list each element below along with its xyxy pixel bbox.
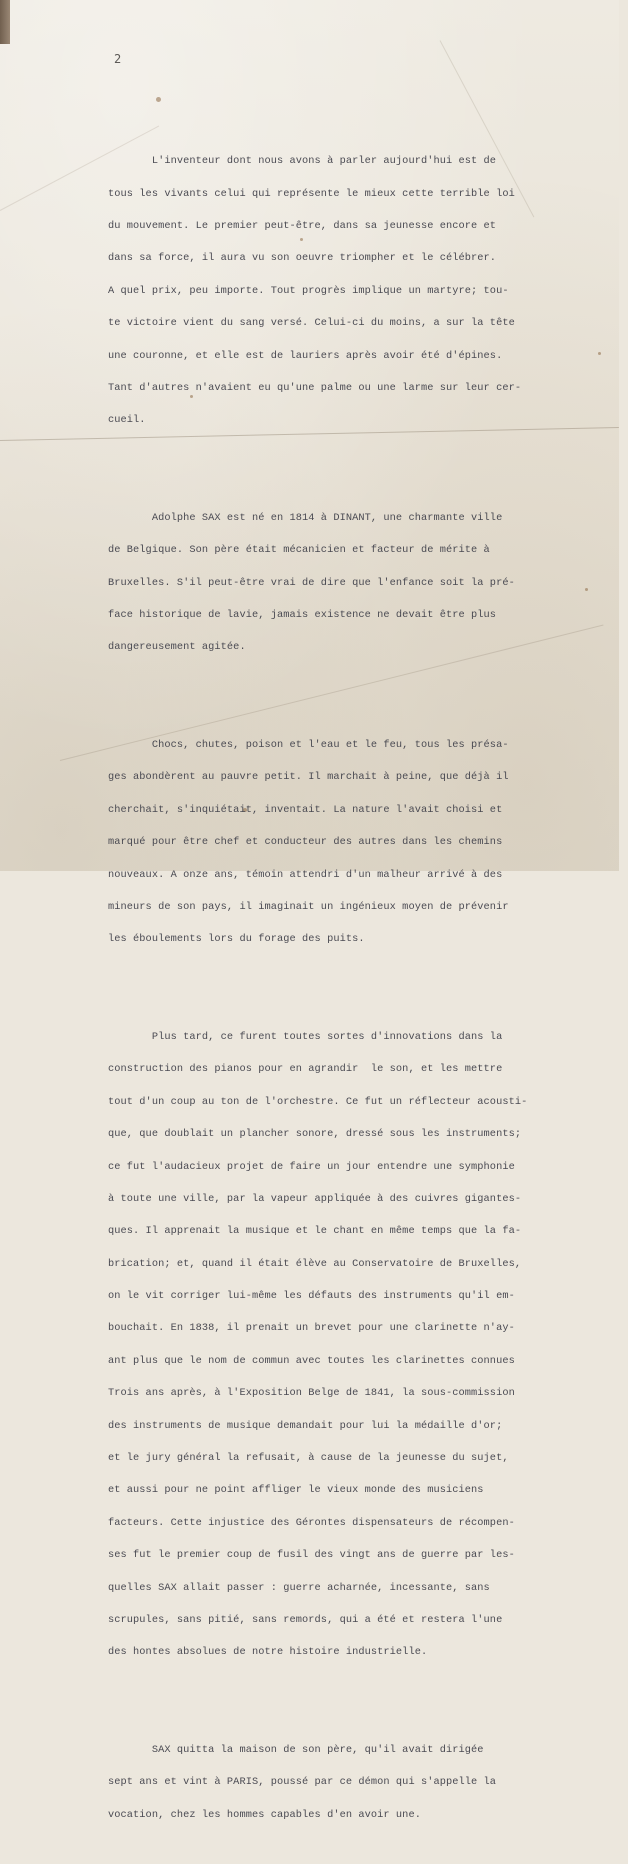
text-line: dans sa force, il aura vu son oeuvre triompher et le célébrer. xyxy=(108,252,497,265)
page-number: 2 xyxy=(114,52,122,66)
text-line: L'inventeur dont nous avons à parler aujourd'hui est de xyxy=(108,155,497,168)
text-line: une couronne, et elle est de lauriers après avoir été d'épines. xyxy=(108,349,503,362)
text-line: construction des pianos pour en agrandir le son, et les mettre xyxy=(108,1063,503,1076)
text-line: ges abondèrent au pauvre petit. Il marchait à peine, que déjà il xyxy=(108,771,509,784)
text-line: SAX quitta la maison de son père, qu'il avait dirigée xyxy=(108,1743,484,1756)
paragraph-2 xyxy=(108,491,628,675)
text-line: ques. Il apprenait la musique et le chant en même temps que la fa- xyxy=(108,1225,522,1238)
text-line: nouveaux. A onze ans, témoin attendri d'un malheur arrivé à des xyxy=(108,868,503,881)
text-line: ant plus que le nom de commun avec toutes les clarinettes connues xyxy=(108,1354,515,1367)
text-line: Plus tard, ce furent toutes sortes d'innovations dans la xyxy=(108,1030,503,1043)
text-line: face historique de lavie, jamais existence ne devait être plus xyxy=(108,609,497,622)
text-line: ce fut l'audacieux projet de faire un jour entendre une symphonie xyxy=(108,1160,515,1173)
text-line: ses fut le premier coup de fusil des vingt ans de guerre par les- xyxy=(108,1549,515,1562)
text-line: des hontes absolues de notre histoire industrielle. xyxy=(108,1646,428,1659)
text-line: Chocs, chutes, poison et l'eau et le feu, tous les présa- xyxy=(108,739,509,752)
text-line: tout d'un coup au ton de l'orchestre. Ce fut un réflecteur acousti- xyxy=(108,1095,528,1108)
text-line: brication; et, quand il était élève au Conservatoire de Bruxelles, xyxy=(108,1257,522,1270)
text-line: scrupules, sans pitié, sans remords, qui a été et restera l'une xyxy=(108,1613,503,1626)
text-line: te victoire vient du sang versé. Celui-ci du moins, a sur la tête xyxy=(108,317,515,330)
text-line: Trois ans après, à l'Exposition Belge de 1841, la sous-commission xyxy=(108,1387,515,1400)
text-line: du mouvement. Le premier peut-être, dans sa jeunesse encore et xyxy=(108,219,497,232)
text-line: sept ans et vint à PARIS, poussé par ce démon qui s'appelle la xyxy=(108,1776,497,1789)
text-line: Adolphe SAX est né en 1814 à DINANT, une charmante ville xyxy=(108,511,503,524)
text-line: à toute une ville, par la vapeur appliquée à des cuivres gigantes- xyxy=(108,1192,522,1205)
text-line: tous les vivants celui qui représente le mieux cette terrible loi xyxy=(108,187,515,200)
paragraph-4 xyxy=(108,1010,628,1679)
text-line: mineurs de son pays, il imaginait un ingénieux moyen de prévenir xyxy=(108,900,509,913)
text-line: facteurs. Cette injustice des Gérontes dispensateurs de récompen- xyxy=(108,1516,515,1529)
paragraph-5 xyxy=(108,1723,628,1842)
text-line: des instruments de musique demandait pour lui la médaille d'or; xyxy=(108,1419,503,1432)
text-line: dangereusement agitée. xyxy=(108,641,246,654)
text-line: Bruxelles. S'il peut-être vrai de dire que l'enfance soit la pré- xyxy=(108,576,515,589)
text-line: marqué pour être chef et conducteur des autres dans les chemins xyxy=(108,836,503,849)
text-line: A quel prix, peu importe. Tout progrès implique un martyre; tou- xyxy=(108,284,509,297)
text-line: Tant d'autres n'avaient eu qu'une palme ou une larme sur leur cer- xyxy=(108,381,522,394)
text-line: on le vit corriger lui-même les défauts des instruments qu'il em- xyxy=(108,1290,515,1303)
torn-corner xyxy=(0,0,10,44)
text-line: vocation, chez les hommes capables d'en avoir une. xyxy=(108,1808,421,1821)
text-line: cueil. xyxy=(108,414,146,427)
text-line: bouchait. En 1838, il prenait un brevet pour une clarinette n'ay- xyxy=(108,1322,515,1335)
typewritten-body xyxy=(108,113,628,1864)
text-line: et aussi pour ne point affliger le vieux monde des musiciens xyxy=(108,1484,484,1497)
stain-spot xyxy=(156,97,161,102)
text-line: que, que doublait un plancher sonore, dressé sous les instruments; xyxy=(108,1128,522,1141)
text-line: et le jury général la refusait, à cause de la jeunesse du sujet, xyxy=(108,1452,509,1465)
paragraph-1 xyxy=(108,135,628,448)
text-line: cherchait, s'inquiétait, inventait. La nature l'avait choisi et xyxy=(108,803,503,816)
text-line: les éboulements lors du forage des puits. xyxy=(108,933,365,946)
text-line: de Belgique. Son père était mécanicien et facteur de mérite à xyxy=(108,544,490,557)
paragraph-3 xyxy=(108,718,628,966)
text-line: quelles SAX allait passer : guerre acharnée, incessante, sans xyxy=(108,1581,490,1594)
